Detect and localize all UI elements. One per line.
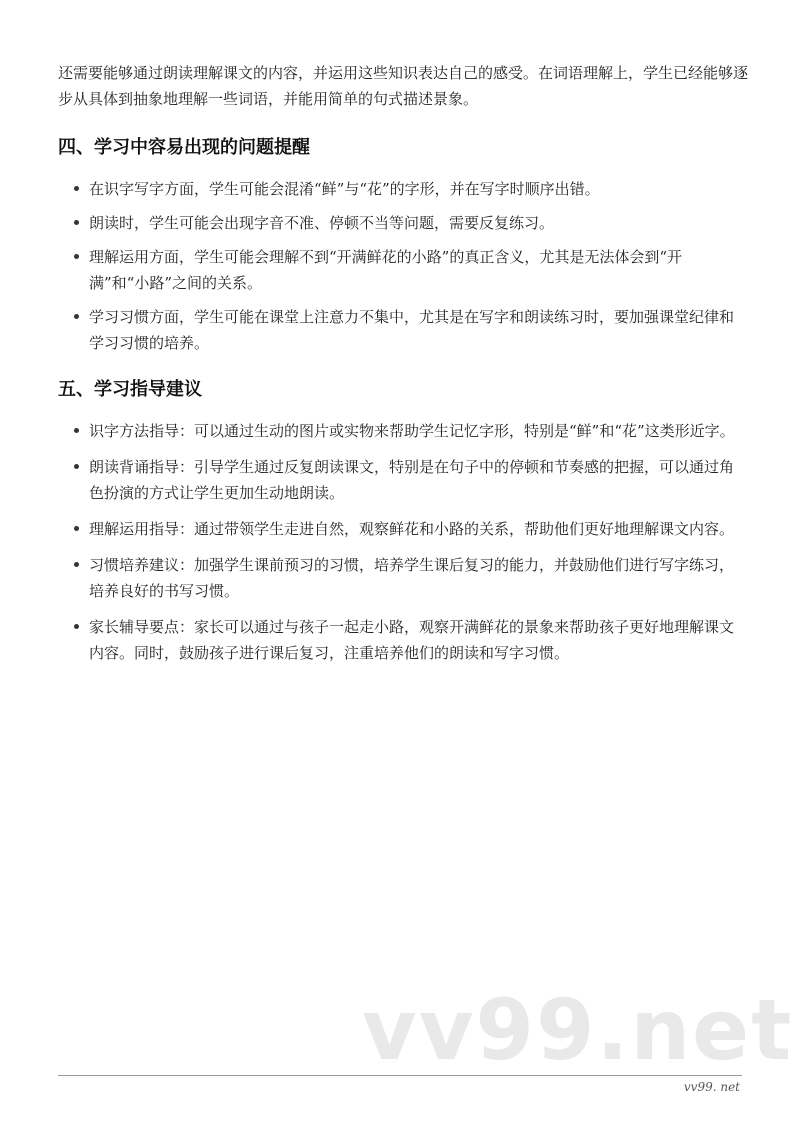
list-item-text: 学习习惯方面，学生可能在课堂上注意力不集中，尤其是在写字和朗读练习时，要加强课堂纪律和学习习惯的培养。 (89, 308, 735, 352)
bullet-icon (74, 428, 79, 433)
guidance-list (58, 418, 748, 676)
list-item (58, 176, 748, 202)
list-item (58, 614, 748, 666)
bullet-icon (74, 562, 79, 567)
list-item (58, 210, 748, 236)
footer-site: vv99. net (683, 1080, 740, 1094)
list-item-text: 在识字写字方面，学生可能会混淆“鲜”与“花”的字形，并在写字时顺序出错。 (89, 180, 600, 198)
list-item-text: 朗读时，学生可能会出现字音不准、停顿不当等问题，需要反复练习。 (89, 214, 555, 232)
section-heading-problems: 四、学习中容易出现的问题提醒 (58, 137, 310, 158)
bullet-icon (74, 220, 79, 225)
list-item (58, 244, 748, 296)
footer-divider (58, 1075, 742, 1076)
intro-paragraph: 还需要能够通过朗读理解课文的内容，并运用这些知识表达自己的感受。在词语理解上，学生已经能够逐步从具体到抽象地理解一些词语，并能用简单的句式描述景象。 (58, 64, 749, 108)
list-item (58, 418, 748, 444)
list-item (58, 304, 748, 356)
list-item-text: 理解运用指导：通过带领学生走进自然，观察鲜花和小路的关系，帮助他们更好地理解课文内容。 (89, 520, 735, 538)
list-item-text: 理解运用方面，学生可能会理解不到“开满鲜花的小路”的真正含义，尤其是无法体会到“开满”和“小路”之间的关系。 (89, 248, 683, 292)
list-item-text: 朗读背诵指导：引导学生通过反复朗读课文，特别是在句子中的停顿和节奏感的把握，可以通过角色扮演的方式让学生更加生动地朗读。 (89, 458, 735, 502)
bullet-icon (74, 186, 79, 191)
bullet-icon (74, 254, 79, 259)
watermark: vv99.net (362, 981, 794, 1079)
section-heading-guidance: 五、学习指导建议 (58, 379, 202, 400)
problems-list (58, 176, 748, 364)
bullet-icon (74, 314, 79, 319)
list-item (58, 516, 748, 542)
bullet-icon (74, 624, 79, 629)
list-item (58, 552, 748, 604)
list-item-text: 习惯培养建议：加强学生课前预习的习惯，培养学生课后复习的能力，并鼓励他们进行写字练习，培养良好的书写习惯。 (89, 556, 735, 600)
list-item (58, 454, 748, 506)
bullet-icon (74, 526, 79, 531)
bullet-icon (74, 464, 79, 469)
list-item-text: 识字方法指导：可以通过生动的图片或实物来帮助学生记忆字形，特别是“鲜”和“花”这类形近字。 (89, 422, 735, 440)
list-item-text: 家长辅导要点：家长可以通过与孩子一起走小路，观察开满鲜花的景象来帮助孩子更好地理解课文内容。同时，鼓励孩子进行课后复习，注重培养他们的朗读和写字习惯。 (89, 618, 735, 662)
